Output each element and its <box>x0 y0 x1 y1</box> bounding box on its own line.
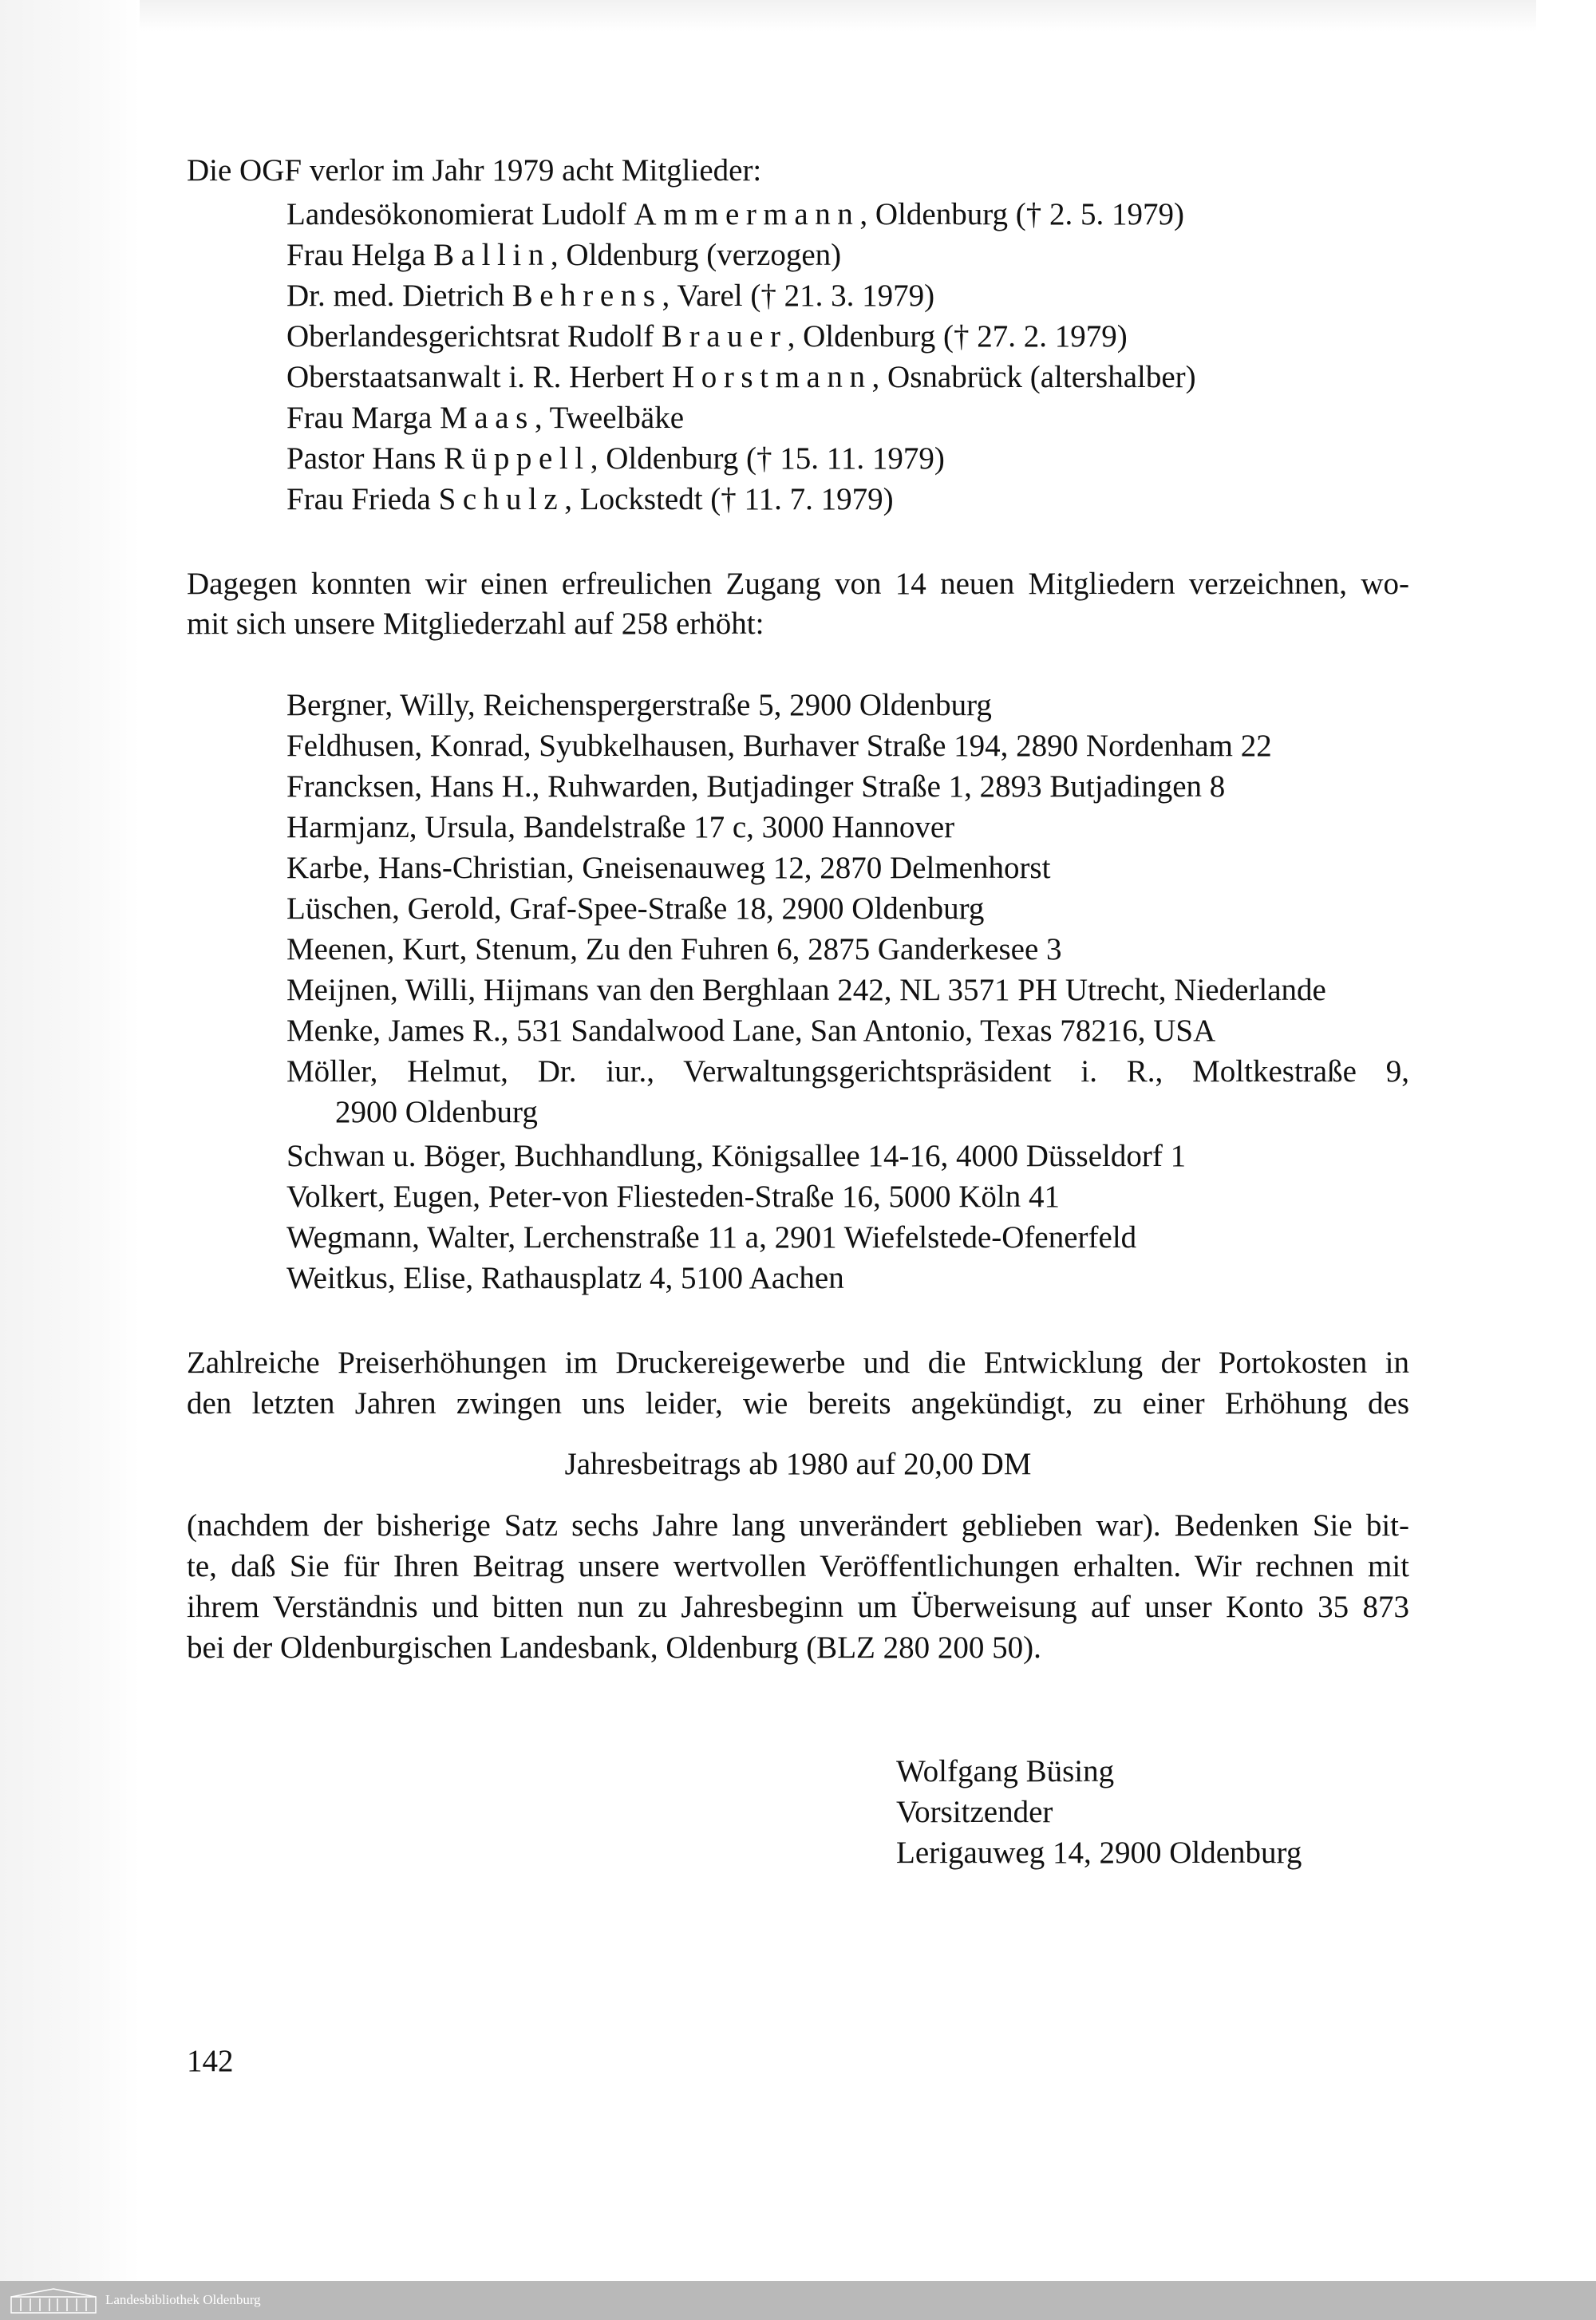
member-surname: Maas <box>440 401 535 435</box>
page-number: 142 <box>187 2044 234 2078</box>
new-member: Schwan u. Böger, Buchhandlung, Königsallee 14-16, 4000 Düsseldorf 1 <box>286 1139 1187 1173</box>
deceased-member: Oberstaatsanwalt i. R. Herbert Horstmann, Osnabrück (altershalber) <box>286 360 1196 394</box>
new-member: Menke, James R., 531 Sandalwood Lane, San Antonio, Texas 78216, USA <box>286 1014 1216 1048</box>
new-member: Francksen, Hans H., Ruhwarden, Butjadinger Straße 1, 2893 Butjadingen 8 <box>286 769 1226 804</box>
signature-address: Lerigauweg 14, 2900 Oldenburg <box>896 1836 1302 1870</box>
signature-name: Wolfgang Büsing <box>896 1754 1115 1788</box>
deceased-member: Frau Marga Maas, Tweelbäke <box>286 401 685 435</box>
library-building-icon <box>10 2287 97 2314</box>
library-footer-bar <box>0 2281 1596 2320</box>
member-surname: Ammermann <box>634 197 860 231</box>
gain-paragraph-line: Dagegen konnten wir einen erfreulichen Zugang von 14 neuen Mitgliedern verzeichnen, wo- <box>187 567 1409 601</box>
member-surname: Ballin <box>433 238 551 272</box>
library-footer-label: Landesbibliothek Oldenburg <box>105 2292 261 2307</box>
fees-paragraph-line: den letzten Jahren zwingen uns leider, wie bereits angekündigt, zu einer Erhöhung des <box>187 1386 1409 1421</box>
deceased-member: Dr. med. Dietrich Behrens, Varel († 21. 3. 1979) <box>286 279 935 313</box>
new-member: Möller, Helmut, Dr. iur., Verwaltungsgerichtspräsident i. R., Moltkestraße 9, <box>286 1054 1409 1089</box>
member-surname: Behrens <box>512 279 662 313</box>
deceased-member: Frau Frieda Schulz, Lockstedt († 11. 7. 1979) <box>286 482 894 516</box>
gain-paragraph-line: mit sich unsere Mitgliederzahl auf 258 erhöht: <box>187 607 764 641</box>
closing-paragraph-line: ihrem Verständnis und bitten nun zu Jahresbeginn um Überweisung auf unser Konto 35 873 <box>187 1590 1409 1624</box>
deceased-member: Landesökonomierat Ludolf Ammermann, Oldenburg († 2. 5. 1979) <box>286 197 1184 231</box>
deceased-member: Frau Helga Ballin, Oldenburg (verzogen) <box>286 238 842 272</box>
new-member: Meijnen, Willi, Hijmans van den Berghlaan 242, NL 3571 PH Utrecht, Niederlande <box>286 973 1326 1007</box>
closing-paragraph-line: (nachdem der bisherige Satz sechs Jahre lang unverändert geblieben war). Bedenken Sie bit- <box>187 1508 1409 1543</box>
new-member: Weitkus, Elise, Rathausplatz 4, 5100 Aachen <box>286 1261 844 1295</box>
new-member: Bergner, Willy, Reichenspergerstraße 5, 2900 Oldenburg <box>286 688 992 722</box>
scan-edge-shadow <box>0 0 140 2281</box>
scan-top-shadow <box>140 0 1536 32</box>
new-member: Lüschen, Gerold, Graf-Spee-Straße 18, 2900 Oldenburg <box>286 891 985 926</box>
fees-paragraph-line: Zahlreiche Preiserhöhungen im Druckereigewerbe und die Entwicklung der Portokosten in <box>187 1346 1409 1380</box>
closing-paragraph-line: te, daß Sie für Ihren Beitrag unsere wertvollen Veröffentlichungen erhalten. Wir rechnen mit <box>187 1549 1409 1583</box>
new-member: Karbe, Hans-Christian, Gneisenauweg 12, 2870 Delmenhorst <box>286 851 1051 885</box>
signature-role: Vorsitzender <box>896 1795 1053 1829</box>
deceased-member: Oberlandesgerichtsrat Rudolf Brauer, Oldenburg († 27. 2. 1979) <box>286 319 1128 354</box>
new-member: Feldhusen, Konrad, Syubkelhausen, Burhaver Straße 194, 2890 Nordenham 22 <box>286 729 1272 763</box>
member-surname: Horstmann <box>672 360 872 394</box>
new-member: Wegmann, Walter, Lerchenstraße 11 a, 2901 Wiefelstede-Ofenerfeld <box>286 1220 1137 1255</box>
intro-line: Die OGF verlor im Jahr 1979 acht Mitglieder: <box>187 153 762 188</box>
member-surname: Schulz <box>438 482 565 516</box>
new-member: Meenen, Kurt, Stenum, Zu den Fuhren 6, 2875 Ganderkesee 3 <box>286 932 1062 966</box>
member-surname: Brauer <box>662 319 788 354</box>
new-member-continuation: 2900 Oldenburg <box>335 1095 538 1129</box>
deceased-member: Pastor Hans Rüppell, Oldenburg († 15. 11. 1979) <box>286 441 945 476</box>
new-member: Volkert, Eugen, Peter-von Fliesteden-Straße 16, 5000 Köln 41 <box>286 1180 1061 1214</box>
closing-paragraph-line: bei der Oldenburgischen Landesbank, Oldenburg (BLZ 280 200 50). <box>187 1630 1041 1665</box>
member-surname: Rüppell <box>444 441 591 476</box>
new-member: Harmjanz, Ursula, Bandelstraße 17 c, 3000 Hannover <box>286 810 955 844</box>
fee-heading: Jahresbeitrags ab 1980 auf 20,00 DM <box>564 1447 1032 1481</box>
